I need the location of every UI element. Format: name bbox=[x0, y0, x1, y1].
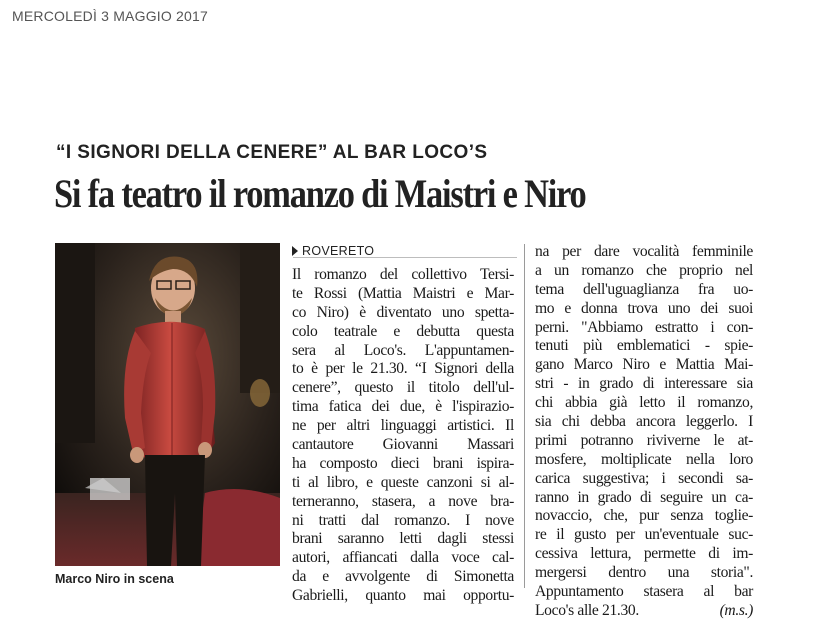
text-line: colo teatrale e debutta questa bbox=[292, 322, 514, 340]
text-line: sia chi debba ancora leggerlo. I bbox=[535, 413, 753, 431]
text-line: cessiva lettura, permette di im- bbox=[535, 545, 753, 563]
text-line: ti al libro, e queste canzoni si al- bbox=[292, 473, 514, 491]
text-line: tema dell'uguaglianza fra uo- bbox=[535, 280, 753, 298]
text-line: ha composto dieci brani ispira- bbox=[292, 454, 514, 472]
text-line: primi potranno riviverne le at- bbox=[535, 431, 753, 449]
text-line: cantautore Giovanni Massari bbox=[292, 436, 514, 454]
text-line: autori, affiancati dalla voce cal- bbox=[292, 549, 514, 567]
text-line: tima fatica dei due, è l'ispirazio- bbox=[292, 398, 514, 416]
performer-photo-image bbox=[55, 243, 280, 566]
article-headline: Si fa teatro il romanzo di Maistri e Niro bbox=[54, 171, 586, 216]
author-signature: (m.s.) bbox=[719, 601, 753, 619]
article-column-1 bbox=[292, 266, 514, 606]
text-line: novaccio, che, pur senza toglie- bbox=[535, 507, 753, 525]
text-line: terneranno, stasera, a nove bra- bbox=[292, 492, 514, 510]
text-line: ni tratti dal romanzo. I nove bbox=[292, 511, 514, 529]
location-divider bbox=[293, 257, 517, 258]
text-line: mergersi dentro una storia". bbox=[535, 564, 753, 582]
text-line: sera al Loco's. L'appuntamen- bbox=[292, 341, 514, 359]
text-line: chi abbia già letto il romanzo, bbox=[535, 394, 753, 412]
text-line: te Rossi (Mattia Maistri e Mar- bbox=[292, 284, 514, 302]
text-line: na per dare vocalità femminile bbox=[535, 243, 753, 260]
text-line: Gabrielli, quanto mai opportu- bbox=[292, 587, 514, 605]
text-line: carica suggestiva; i secondi sa- bbox=[535, 469, 753, 487]
text-line: ranno in grado di seguire un ca- bbox=[535, 488, 753, 506]
text-line: co Niro) è diventato uno spetta- bbox=[292, 303, 514, 321]
location-label: ROVERETO bbox=[302, 244, 375, 258]
article-photo bbox=[55, 243, 280, 566]
article-kicker: “I SIGNORI DELLA CENERE” AL BAR LOCO’S bbox=[56, 142, 488, 163]
text-line: brani saranno letti dagli stessi bbox=[292, 530, 514, 548]
article-column-2 bbox=[535, 243, 753, 621]
text-line: re il gusto per un'eventuale suc- bbox=[535, 526, 753, 544]
text-line: cenere”, questo il titolo dell'ul- bbox=[292, 379, 514, 397]
text-line: tenuti più emblematici - spie- bbox=[535, 337, 753, 355]
location-tag bbox=[292, 244, 374, 258]
text-line: Appuntamento stasera al bar bbox=[535, 583, 753, 601]
text-line: ne per altri linguaggi artistici. Il bbox=[292, 417, 514, 435]
text-line: mosfere, moltiplicate nella loro bbox=[535, 450, 753, 468]
text-line: stri - in grado di interessare sia bbox=[535, 375, 753, 393]
text-line: da e avvolgente di Simonetta bbox=[292, 568, 514, 586]
column-divider bbox=[524, 244, 525, 588]
text-line: mo e donna trova uno dei suoi bbox=[535, 299, 753, 317]
text-line: to è per le 21.30. “I Signori della bbox=[292, 360, 514, 378]
text-line: gano Marco Niro e Mattia Mai- bbox=[535, 356, 753, 374]
text-line: perni. "Abbiamo estratto i con- bbox=[535, 318, 753, 336]
text-line-final-content: Loco's alle 21.30. bbox=[535, 601, 639, 619]
text-line-final bbox=[535, 602, 753, 621]
photo-caption: Marco Niro in scena bbox=[55, 572, 174, 586]
triangle-bullet-icon bbox=[292, 246, 298, 256]
text-line: a un romanzo che proprio nel bbox=[535, 261, 753, 279]
text-line: Il romanzo del collettivo Tersi- bbox=[292, 266, 514, 283]
page-date: MERCOLEDÌ 3 MAGGIO 2017 bbox=[12, 8, 208, 24]
